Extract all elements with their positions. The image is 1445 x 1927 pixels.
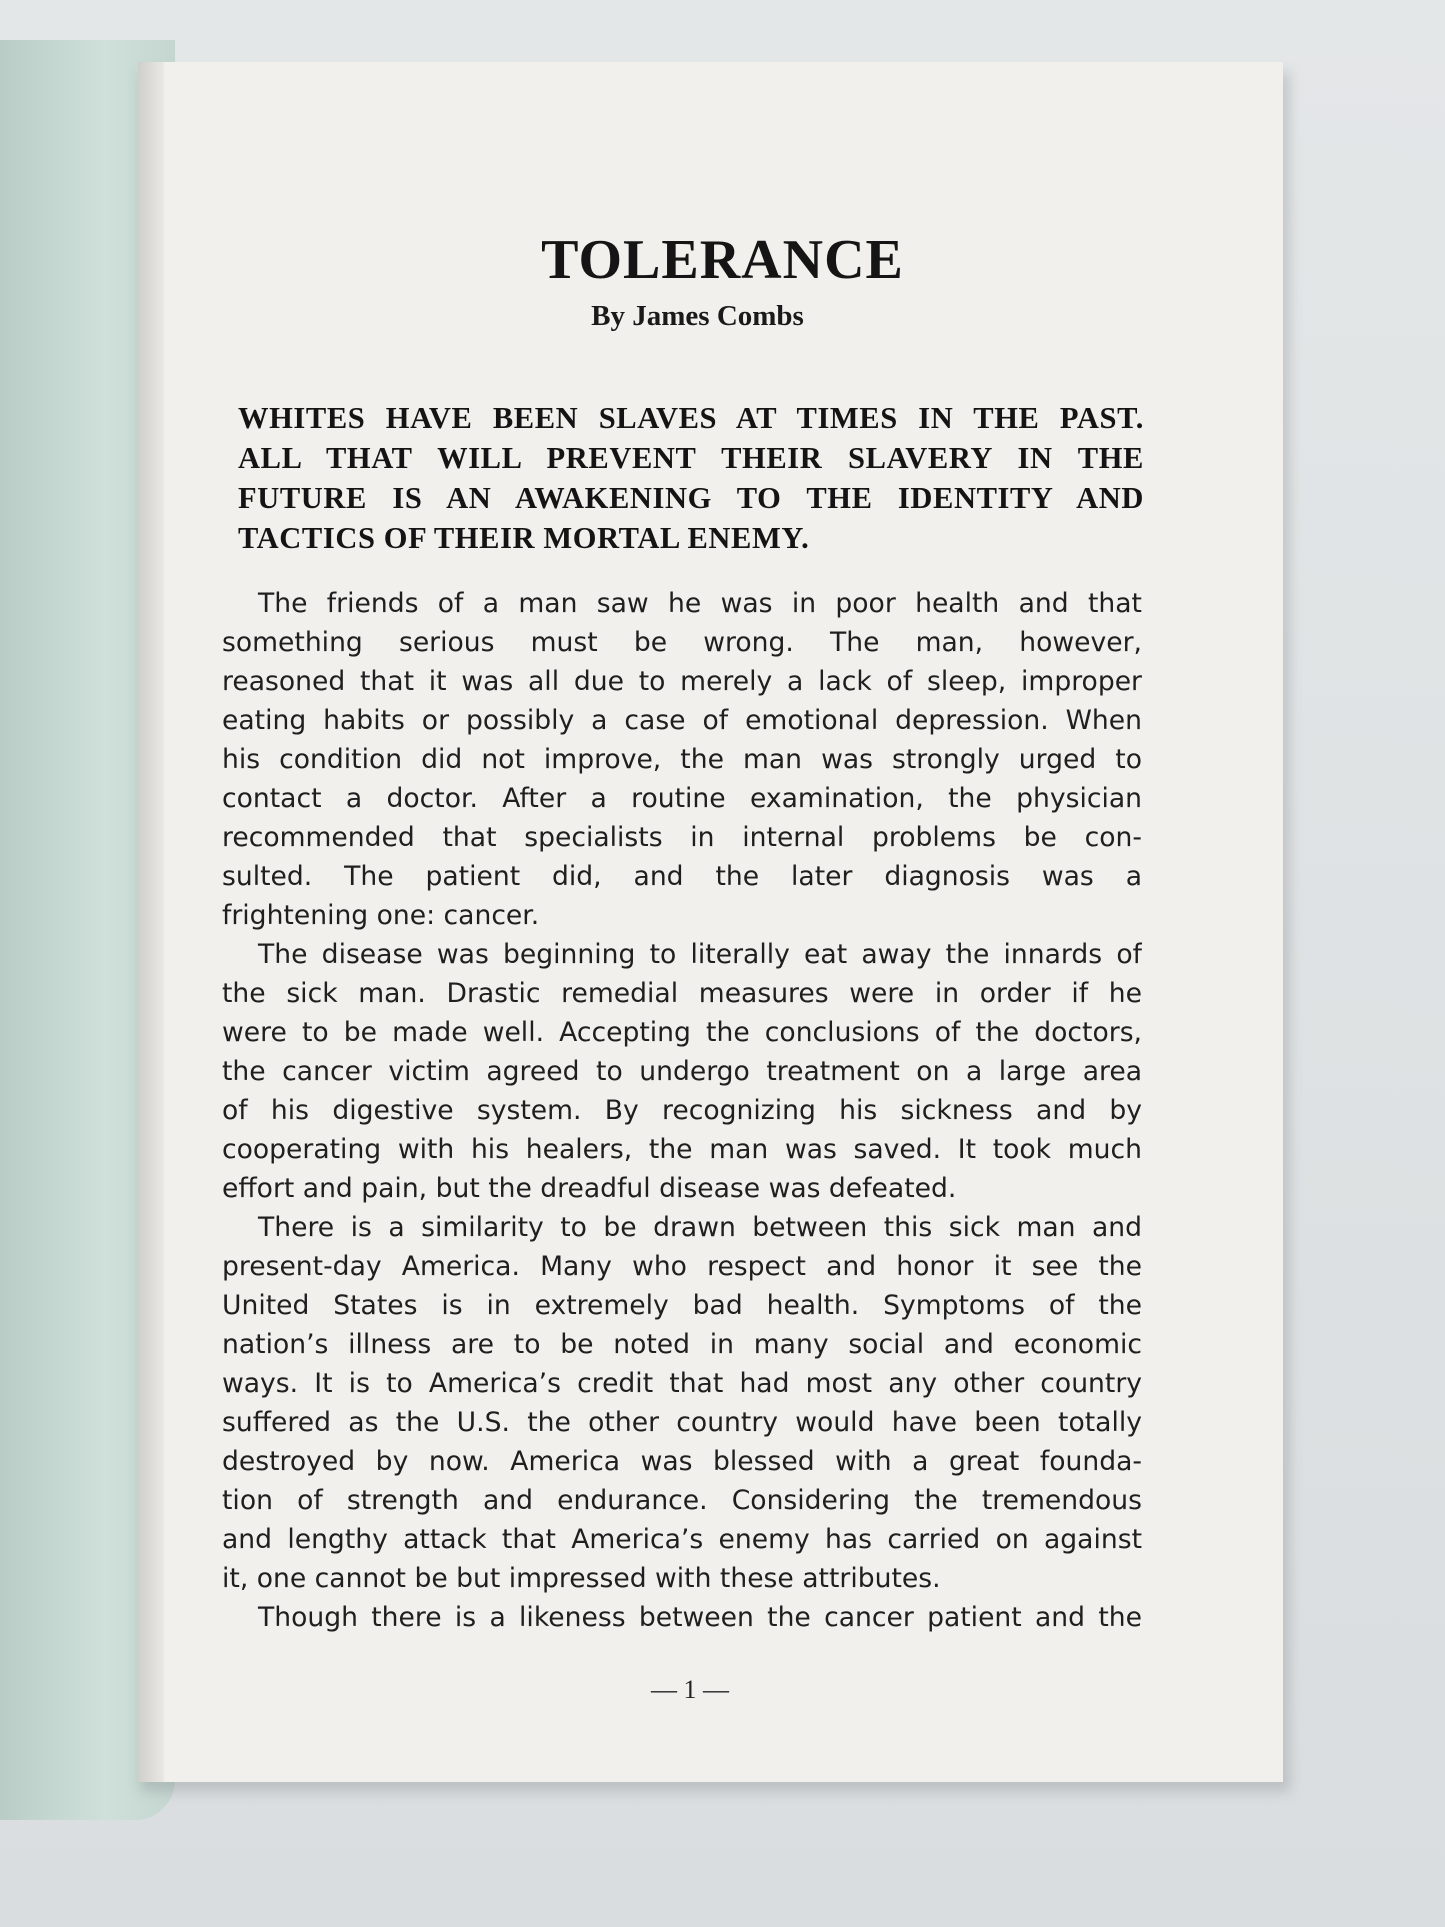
page-number: — 1 — [651,1675,729,1704]
body-line: and lengthy attack that America’s enemy has carried on against [222,1524,1142,1555]
body-line: sulted. The patient did, and the later diagnosis was a [222,861,1142,892]
body-line: present-day America. Many who respect and honor it see the [222,1251,1142,1282]
body-line: nation’s illness are to be noted in many social and economic [222,1329,1142,1360]
body-line: cooperating with his healers, the man was saved. It took much [222,1134,1142,1165]
body-line: something serious must be wrong. The man, however, [222,627,1142,658]
body-line: effort and pain, but the dreadful disease was defeated. [222,1173,957,1204]
body-line: contact a doctor. After a routine examination, the physician [222,783,1142,814]
body-line: The disease was beginning to literally eat away the innards of [258,939,1142,970]
body-line: his condition did not improve, the man was strongly urged to [222,744,1142,775]
article-title [0,228,1445,292]
body-line: There is a similarity to be drawn between this sick man and [258,1212,1142,1243]
paragraph-2 [222,935,1142,1208]
body-line: eating habits or possibly a case of emotional depression. When [222,705,1142,736]
headline-line: TACTICS OF THEIR MORTAL ENEMY. [238,521,810,555]
body-line: recommended that specialists in internal problems be con- [222,822,1142,853]
body-line: The friends of a man saw he was in poor health and that [258,588,1142,619]
body-line: ways. It is to America’s credit that had most any other country [222,1368,1142,1399]
paragraph-1 [222,584,1142,935]
body-line: tion of strength and endurance. Considering the tremendous [222,1485,1142,1516]
headline-line: FUTURE IS AN AWAKENING TO THE IDENTITY AND [238,481,1144,515]
article-byline: By James Combs [591,300,804,332]
paragraph-3 [222,1208,1142,1598]
body-line: suffered as the U.S. the other country would have been totally [222,1407,1142,1438]
body-line: the sick man. Drastic remedial measures were in order if he [222,978,1142,1009]
headline-line: WHITES HAVE BEEN SLAVES AT TIMES IN THE PAST. [238,401,1144,435]
article-headline [238,398,1144,558]
body-line: frightening one: cancer. [222,900,540,931]
body-line: Though there is a likeness between the cancer patient and the [258,1602,1142,1633]
body-line: United States is in extremely bad health. Symptoms of the [222,1290,1142,1321]
body-line: reasoned that it was all due to merely a lack of sleep, improper [222,666,1142,697]
article-body [222,584,1142,1637]
body-line: it, one cannot be but impressed with these attributes. [222,1563,941,1594]
body-line: of his digestive system. By recognizing his sickness and by [222,1095,1142,1126]
headline-line: ALL THAT WILL PREVENT THEIR SLAVERY IN THE [238,441,1144,475]
article-title-text: TOLERANCE [541,229,904,291]
body-line: were to be made well. Accepting the conclusions of the doctors, [222,1017,1142,1048]
body-line: the cancer victim agreed to undergo treatment on a large area [222,1056,1142,1087]
paragraph-4 [222,1598,1142,1637]
body-line: destroyed by now. America was blessed with a great founda- [222,1446,1142,1477]
